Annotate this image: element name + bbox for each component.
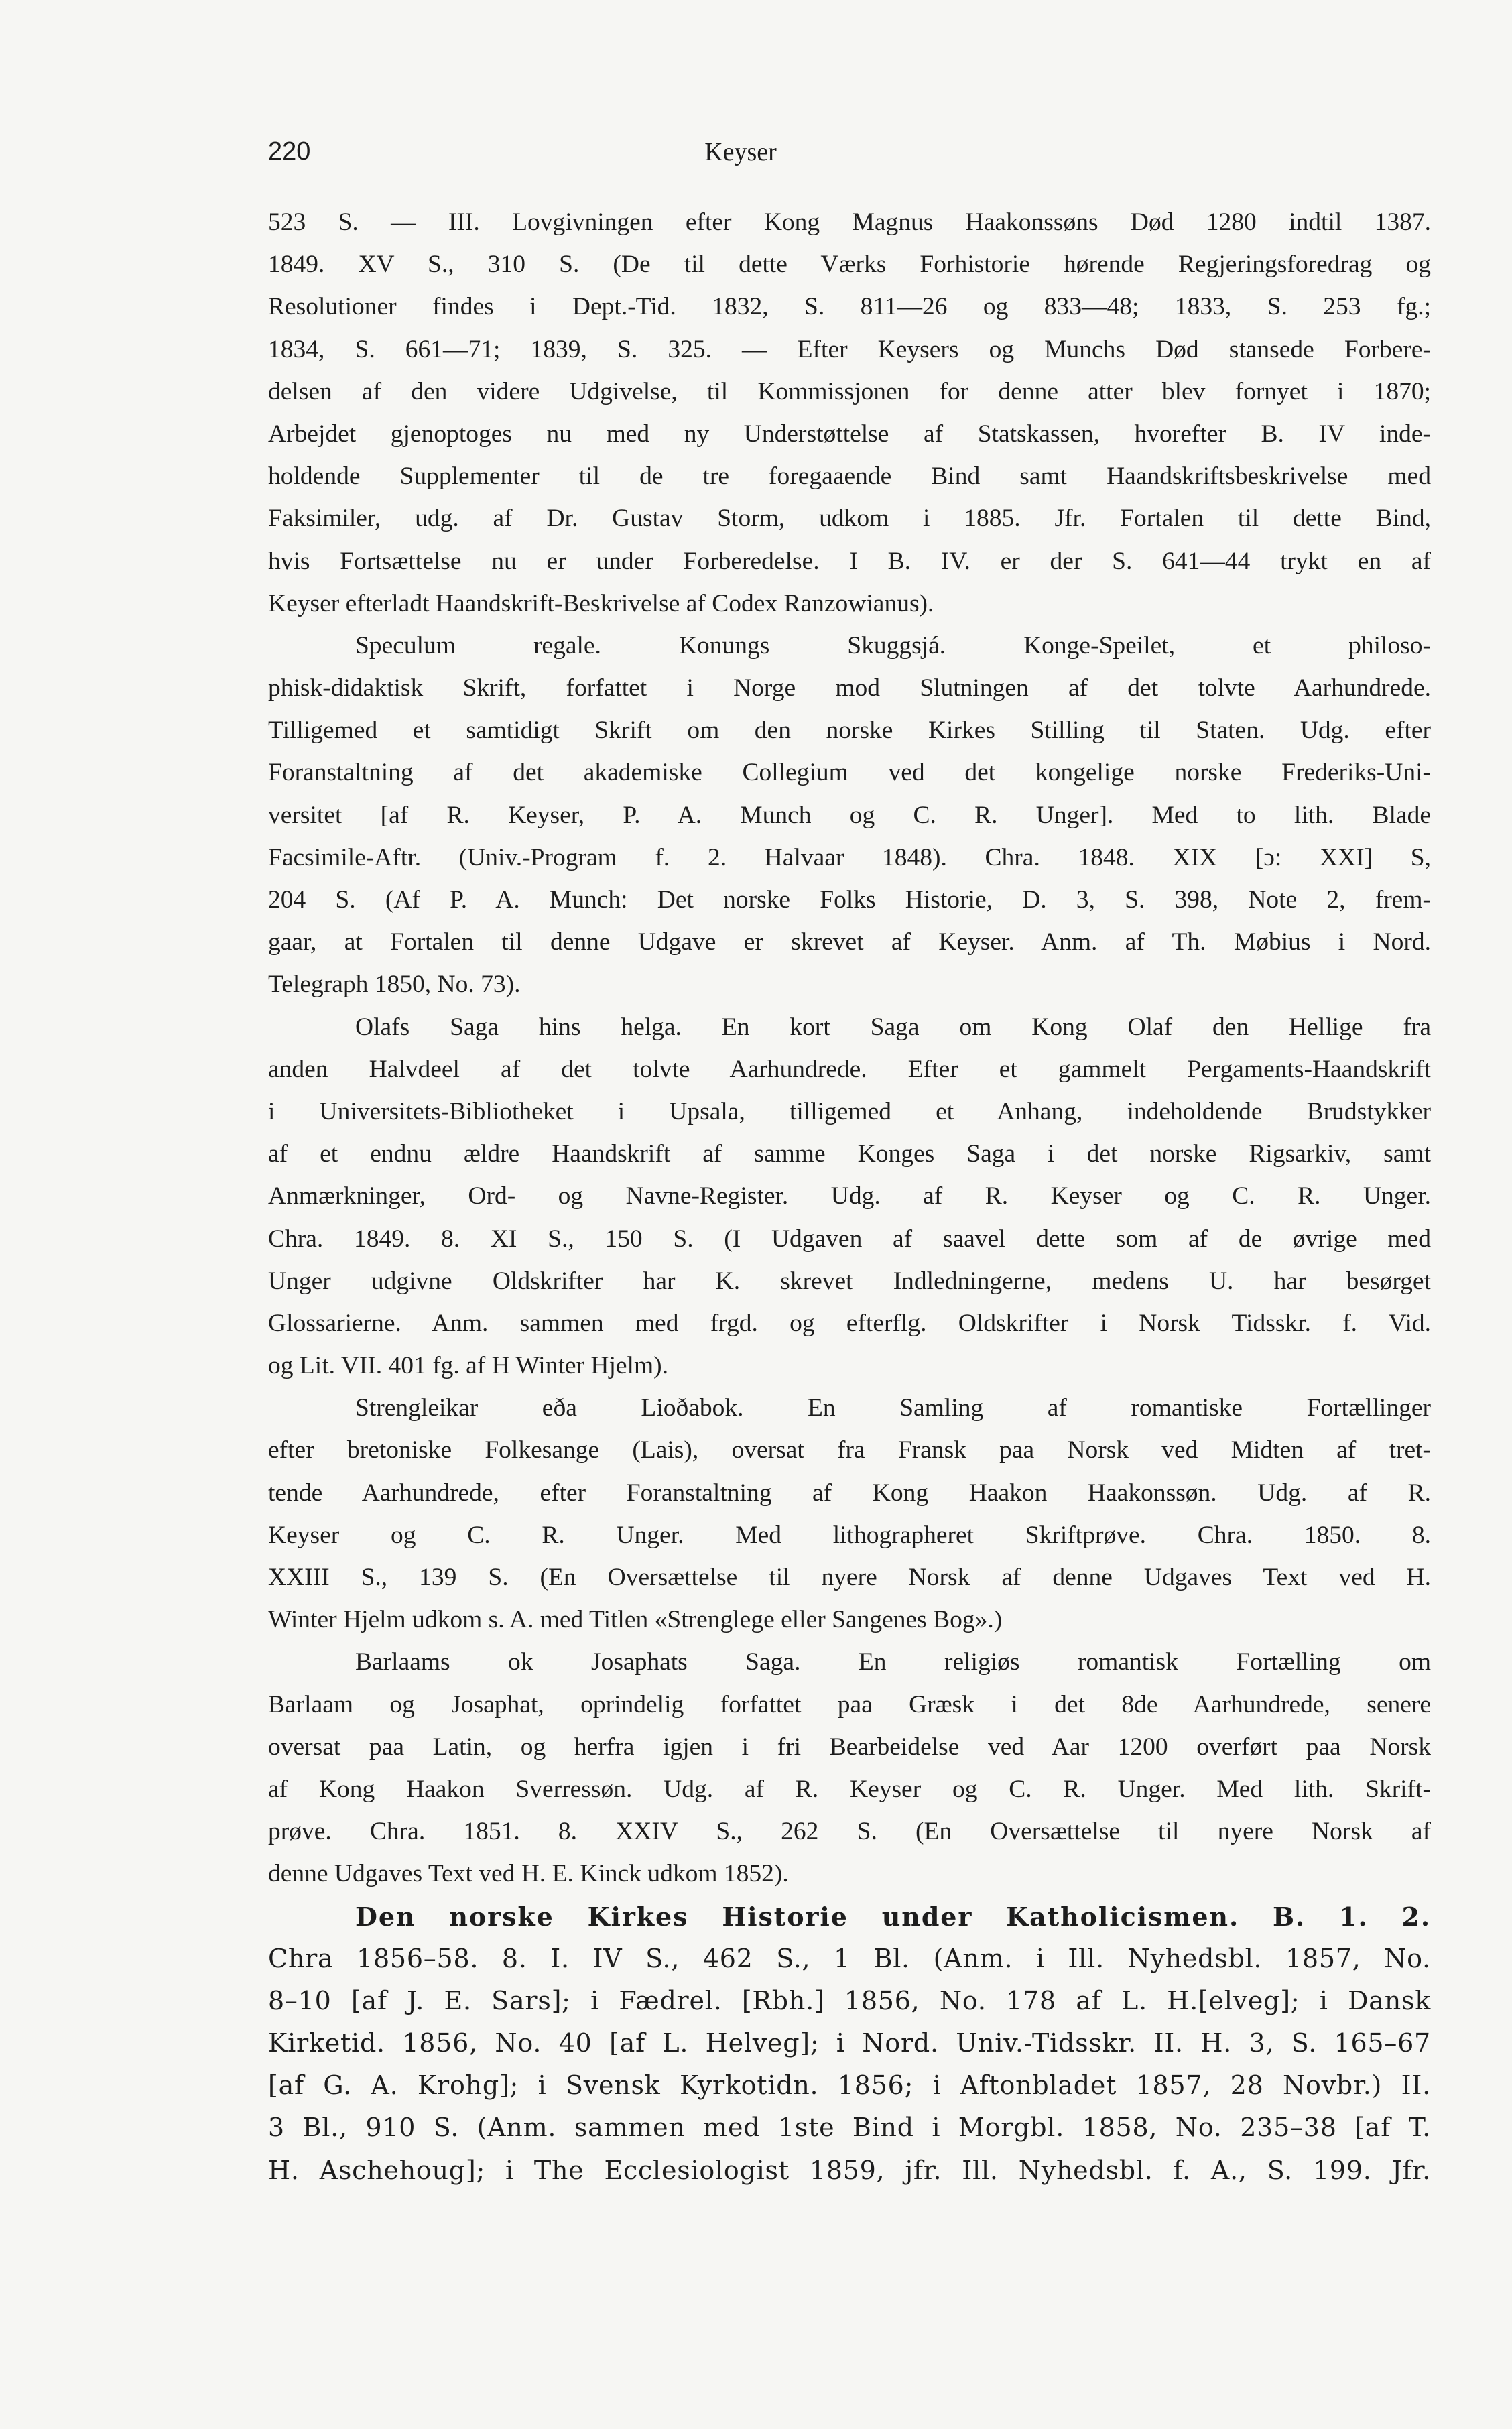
text-line: Anmærkninger, Ord- og Navne-Register. Udg. af R. Keyser og C. R. Unger. — [268, 1182, 1431, 1210]
fraktur-title-line: Den norske Kirkes Historie under Katholicismen. B. 1. 2. — [355, 1901, 1431, 1932]
fraktur-line: 8–10 [af J. E. Sars]; i Fædrel. [Rbh.] 1856, No. 178 af L. H.[elveg]; i Dansk — [268, 1985, 1431, 2015]
text-line: i Universitets-Bibliotheket i Upsala, tilligemed et Anhang, indeholdende Brudstykker — [268, 1097, 1431, 1125]
fraktur-line: Chra 1856–58. 8. I. IV S., 462 S., 1 Bl. (Anm. i Ill. Nyhedsbl. 1857, No. — [268, 1943, 1431, 1973]
entry-title-line: Olafs Saga hins helga. En kort Saga om Kong Olaf den Hellige fra — [355, 1013, 1431, 1041]
text-line: hvis Fortsættelse nu er under Forberedelse. I B. IV. er der S. 641—44 trykt en af — [268, 547, 1431, 575]
text-line: delsen af den videre Udgivelse, til Kommissjonen for denne atter blev fornyet i 1870; — [268, 377, 1431, 406]
text-line: efter bretoniske Folkesange (Lais), oversat fra Fransk paa Norsk ved Midten af tret- — [268, 1436, 1431, 1465]
text-line: Chra. 1849. 8. XI S., 150 S. (I Udgaven af saavel dette som af de øvrige med — [268, 1225, 1431, 1253]
text-line: Faksimiler, udg. af Dr. Gustav Storm, udkom i 1885. Jfr. Fortalen til dette Bind, — [268, 505, 1431, 533]
text-line: 1834, S. 661—71; 1839, S. 325. — Efter Keysers og Munchs Død stansede Forbere- — [268, 335, 1431, 363]
text-line: Facsimile-Aftr. (Univ.-Program f. 2. Halvaar 1848). Chra. 1848. XIX [ɔ: XXI] S, — [268, 843, 1431, 871]
text-line: Resolutioner findes i Dept.-Tid. 1832, S. 811—26 og 833—48; 1833, S. 253 fg.; — [268, 293, 1431, 321]
fraktur-line: [af G. A. Krohg]; i Svensk Kyrkotidn. 1856; i Aftonbladet 1857, 28 Novbr.) II. — [268, 2070, 1431, 2101]
fraktur-line: Kirketid. 1856, No. 40 [af L. Helveg]; i Nord. Univ.-Tidsskr. II. H. 3, S. 165–67 — [268, 2028, 1431, 2058]
body-text — [268, 201, 1431, 2192]
page-number: 220 — [268, 137, 311, 166]
text-line: af et endnu ældre Haandskrift af samme Konges Saga i det norske Rigsarkiv, samt — [268, 1140, 1431, 1168]
text-line: af Kong Haakon Sverressøn. Udg. af R. Keyser og C. R. Unger. Med lith. Skrift- — [268, 1775, 1431, 1803]
entry-title-line: Barlaams ok Josaphats Saga. En religiøs romantisk Fortælling om — [355, 1648, 1431, 1676]
entry-title-line: Speculum regale. Konungs Skuggsjá. Konge-Speilet, et philoso- — [355, 631, 1431, 660]
text-line: XXIII S., 139 S. (En Oversættelse til nyere Norsk af denne Udgaves Text ved H. — [268, 1564, 1431, 1591]
text-line: phisk-didaktisk Skrift, forfattet i Norge mod Slutningen af det tolvte Aarhundrede. — [268, 674, 1431, 702]
text-line: 204 S. (Af P. A. Munch: Det norske Folks Historie, D. 3, S. 398, Note 2, frem- — [268, 886, 1431, 914]
text-line: anden Halvdeel af det tolvte Aarhundrede. Efter et gammelt Pergaments-Haandskrift — [268, 1055, 1431, 1083]
text-line: tende Aarhundrede, efter Foranstaltning af Kong Haakon Haakonssøn. Udg. af R. — [268, 1479, 1431, 1507]
fraktur-line: H. Aschehoug]; i The Ecclesiologist 1859, jfr. Ill. Nyhedsbl. f. A., S. 199. Jfr. — [268, 2155, 1431, 2185]
text-line: 523 S. — III. Lovgivningen efter Kong Magnus Haakonssøns Død 1280 indtil 1387. — [268, 208, 1431, 236]
page-header — [268, 137, 1213, 178]
text-line: Unger udgivne Oldskrifter har K. skrevet Indledningerne, medens U. har besørget — [268, 1267, 1431, 1295]
text-line: Foranstaltning af det akademiske Collegium ved det kongelige norske Frederiks-Uni- — [268, 759, 1431, 787]
text-line: oversat paa Latin, og herfra igjen i fri Bearbeidelse ved Aar 1200 overført paa Norsk — [268, 1733, 1431, 1761]
text-line: Glossarierne. Anm. sammen med frgd. og efterflg. Oldskrifter i Norsk Tidsskr. f. Vid. — [268, 1309, 1431, 1337]
text-line: denne Udgaves Text ved H. E. Kinck udkom 1852). — [268, 1860, 789, 1888]
text-line: Barlaam og Josaphat, oprindelig forfattet paa Græsk i det 8de Aarhundrede, senere — [268, 1690, 1431, 1719]
text-line: Winter Hjelm udkom s. A. med Titlen «Strenglege eller Sangenes Bog».) — [268, 1606, 1003, 1634]
running-head: Keyser — [704, 138, 777, 166]
text-line: og Lit. VII. 401 fg. af H Winter Hjelm). — [268, 1352, 668, 1380]
fraktur-line: 3 Bl., 910 S. (Anm. sammen med 1ste Bind i Morgbl. 1858, No. 235–38 [af T. — [268, 2113, 1431, 2143]
text-line: Tilligemed et samtidigt Skrift om den norske Kirkes Stilling til Staten. Udg. efter — [268, 717, 1431, 745]
text-line: Keyser og C. R. Unger. Med lithographeret Skriftprøve. Chra. 1850. 8. — [268, 1521, 1431, 1549]
text-line: prøve. Chra. 1851. 8. XXIV S., 262 S. (En Oversættelse til nyere Norsk af — [268, 1818, 1431, 1846]
text-line: 1849. XV S., 310 S. (De til dette Værks Forhistorie hørende Regjeringsforedrag og — [268, 251, 1431, 279]
entry-title-line: Strengleikar eða Lioðabok. En Samling af romantiske Fortællinger — [355, 1394, 1431, 1422]
text-line: versitet [af R. Keyser, P. A. Munch og C. R. Unger]. Med to lith. Blade — [268, 801, 1431, 829]
text-line: holdende Supplementer til de tre foregaaende Bind samt Haandskriftsbeskrivelse med — [268, 462, 1431, 491]
text-line: Keyser efterladt Haandskrift-Beskrivelse af Codex Ranzowianus). — [268, 589, 934, 617]
text-line: Arbejdet gjenoptoges nu med ny Understøttelse af Statskassen, hvorefter B. IV inde- — [268, 420, 1431, 448]
text-line: Telegraph 1850, No. 73). — [268, 971, 521, 999]
text-line: gaar, at Fortalen til denne Udgave er skrevet af Keyser. Anm. af Th. Møbius i Nord. — [268, 928, 1431, 956]
